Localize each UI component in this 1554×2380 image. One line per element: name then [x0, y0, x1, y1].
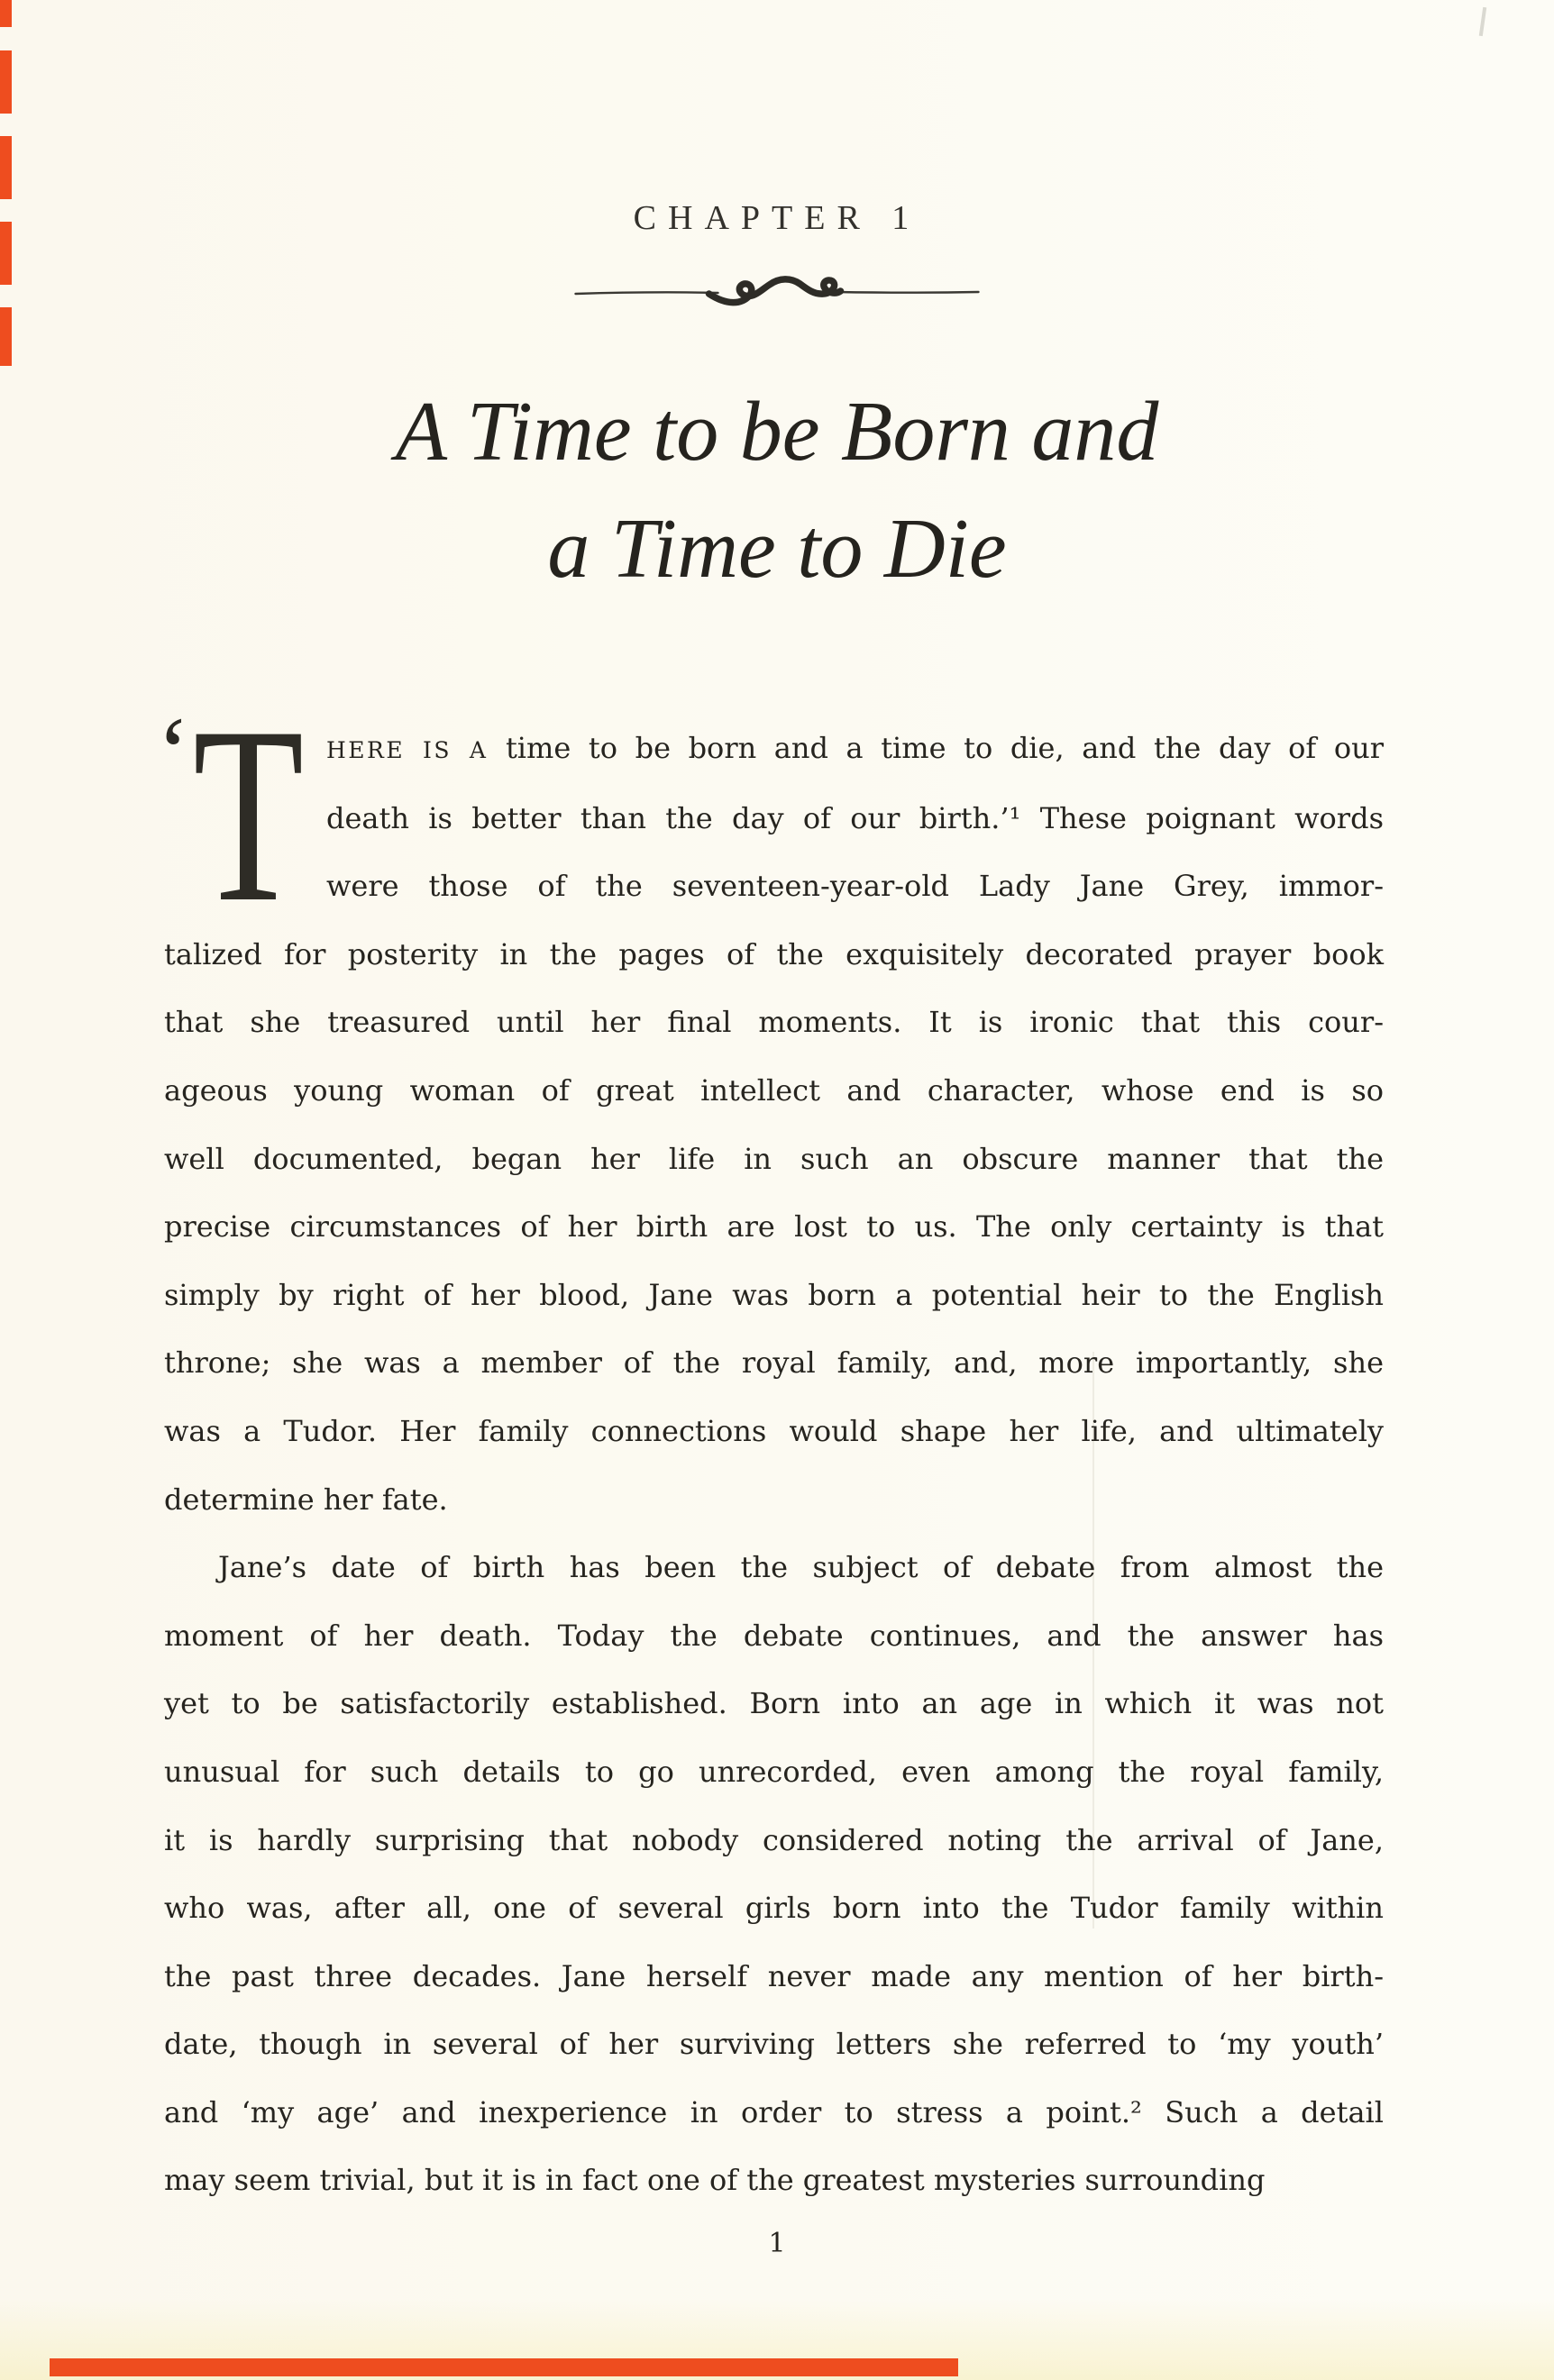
text-line: throne; she was a member of the royal family, and, more importantly, she [164, 1345, 1384, 1381]
scan-corner-mark [1479, 7, 1486, 36]
text-line: who was, after all, one of several girls born into the Tudor family within [164, 1891, 1384, 1926]
text-line: and ‘my age’ and inexperience in order to stress a point.² Such a detail [164, 2094, 1384, 2129]
swash-divider-icon [572, 274, 983, 312]
paragraph-1 [164, 785, 1384, 1535]
text-line: Jane’s date of birth has been the subject of debate from almost the [218, 1550, 1384, 1585]
body-text [157, 674, 1385, 2215]
text-line: yet to be satisfactorily established. Born into an age in which it was not [164, 1686, 1384, 1721]
text-line: talized for posterity in the pages of the exquisitely decorated prayer book [164, 936, 1384, 971]
text-line: determine her fate. [164, 1482, 448, 1517]
scan-edge-mark [0, 50, 12, 114]
first-line-text: time to be born and a time to die, and the day of our [488, 731, 1385, 765]
text-line: the past three decades. Jane herself never made any mention of her birth- [164, 1958, 1384, 1993]
text-line [164, 715, 1384, 785]
paragraph-2 [164, 1534, 1384, 2215]
chapter-heading: CHAPTER 1 [633, 199, 921, 237]
scan-edge-mark [0, 307, 12, 366]
page-number: 1 [768, 2228, 786, 2259]
chapter-title-line2: a Time to Die [547, 502, 1007, 596]
text-line: were those of the seventeen-year-old Lady Jane Grey, immor- [326, 869, 1384, 904]
text-line: moment of her death. Today the debate continues, and the answer has [164, 1618, 1384, 1653]
small-caps: HERE IS A [326, 737, 489, 763]
text-line: unusual for such details to go unrecorded, even among the royal family, [164, 1754, 1384, 1789]
text-line: date, though in several of her surviving letters she referred to ‘my youth’ [164, 2027, 1384, 2062]
text-line: simply by right of her blood, Jane was born a potential heir to the English [164, 1277, 1384, 1312]
text-line: that she treasured until her final moments. It is ironic that this cour- [164, 1005, 1384, 1040]
text-line: was a Tudor. Her family connections would shape her life, and ultimately [164, 1413, 1384, 1448]
scan-bottom-strip [50, 2358, 958, 2376]
drop-cap-letter: T [193, 674, 305, 954]
chapter-title-line1: A Time to be Born and [395, 385, 1159, 479]
text-line: precise circumstances of her birth are lost to us. The only certainty is that [164, 1209, 1384, 1245]
text-line: well documented, began her life in such an obscure manner that the [164, 1141, 1384, 1176]
text-line: death is better than the day of our birth.’¹ These poignant words [326, 800, 1384, 835]
text-line: ageous young woman of great intellect and character, whose end is so [164, 1072, 1384, 1108]
opening-quote: ‘ [157, 697, 190, 807]
scan-edge-mark [0, 136, 12, 199]
text-line: may seem trivial, but it is in fact one of the greatest mysteries surrounding [164, 2163, 1266, 2198]
scan-edge-mark [0, 0, 12, 27]
text-line: it is hardly surprising that nobody considered noting the arrival of Jane, [164, 1822, 1384, 1857]
drop-cap [157, 674, 326, 954]
chapter-title [0, 373, 1554, 607]
